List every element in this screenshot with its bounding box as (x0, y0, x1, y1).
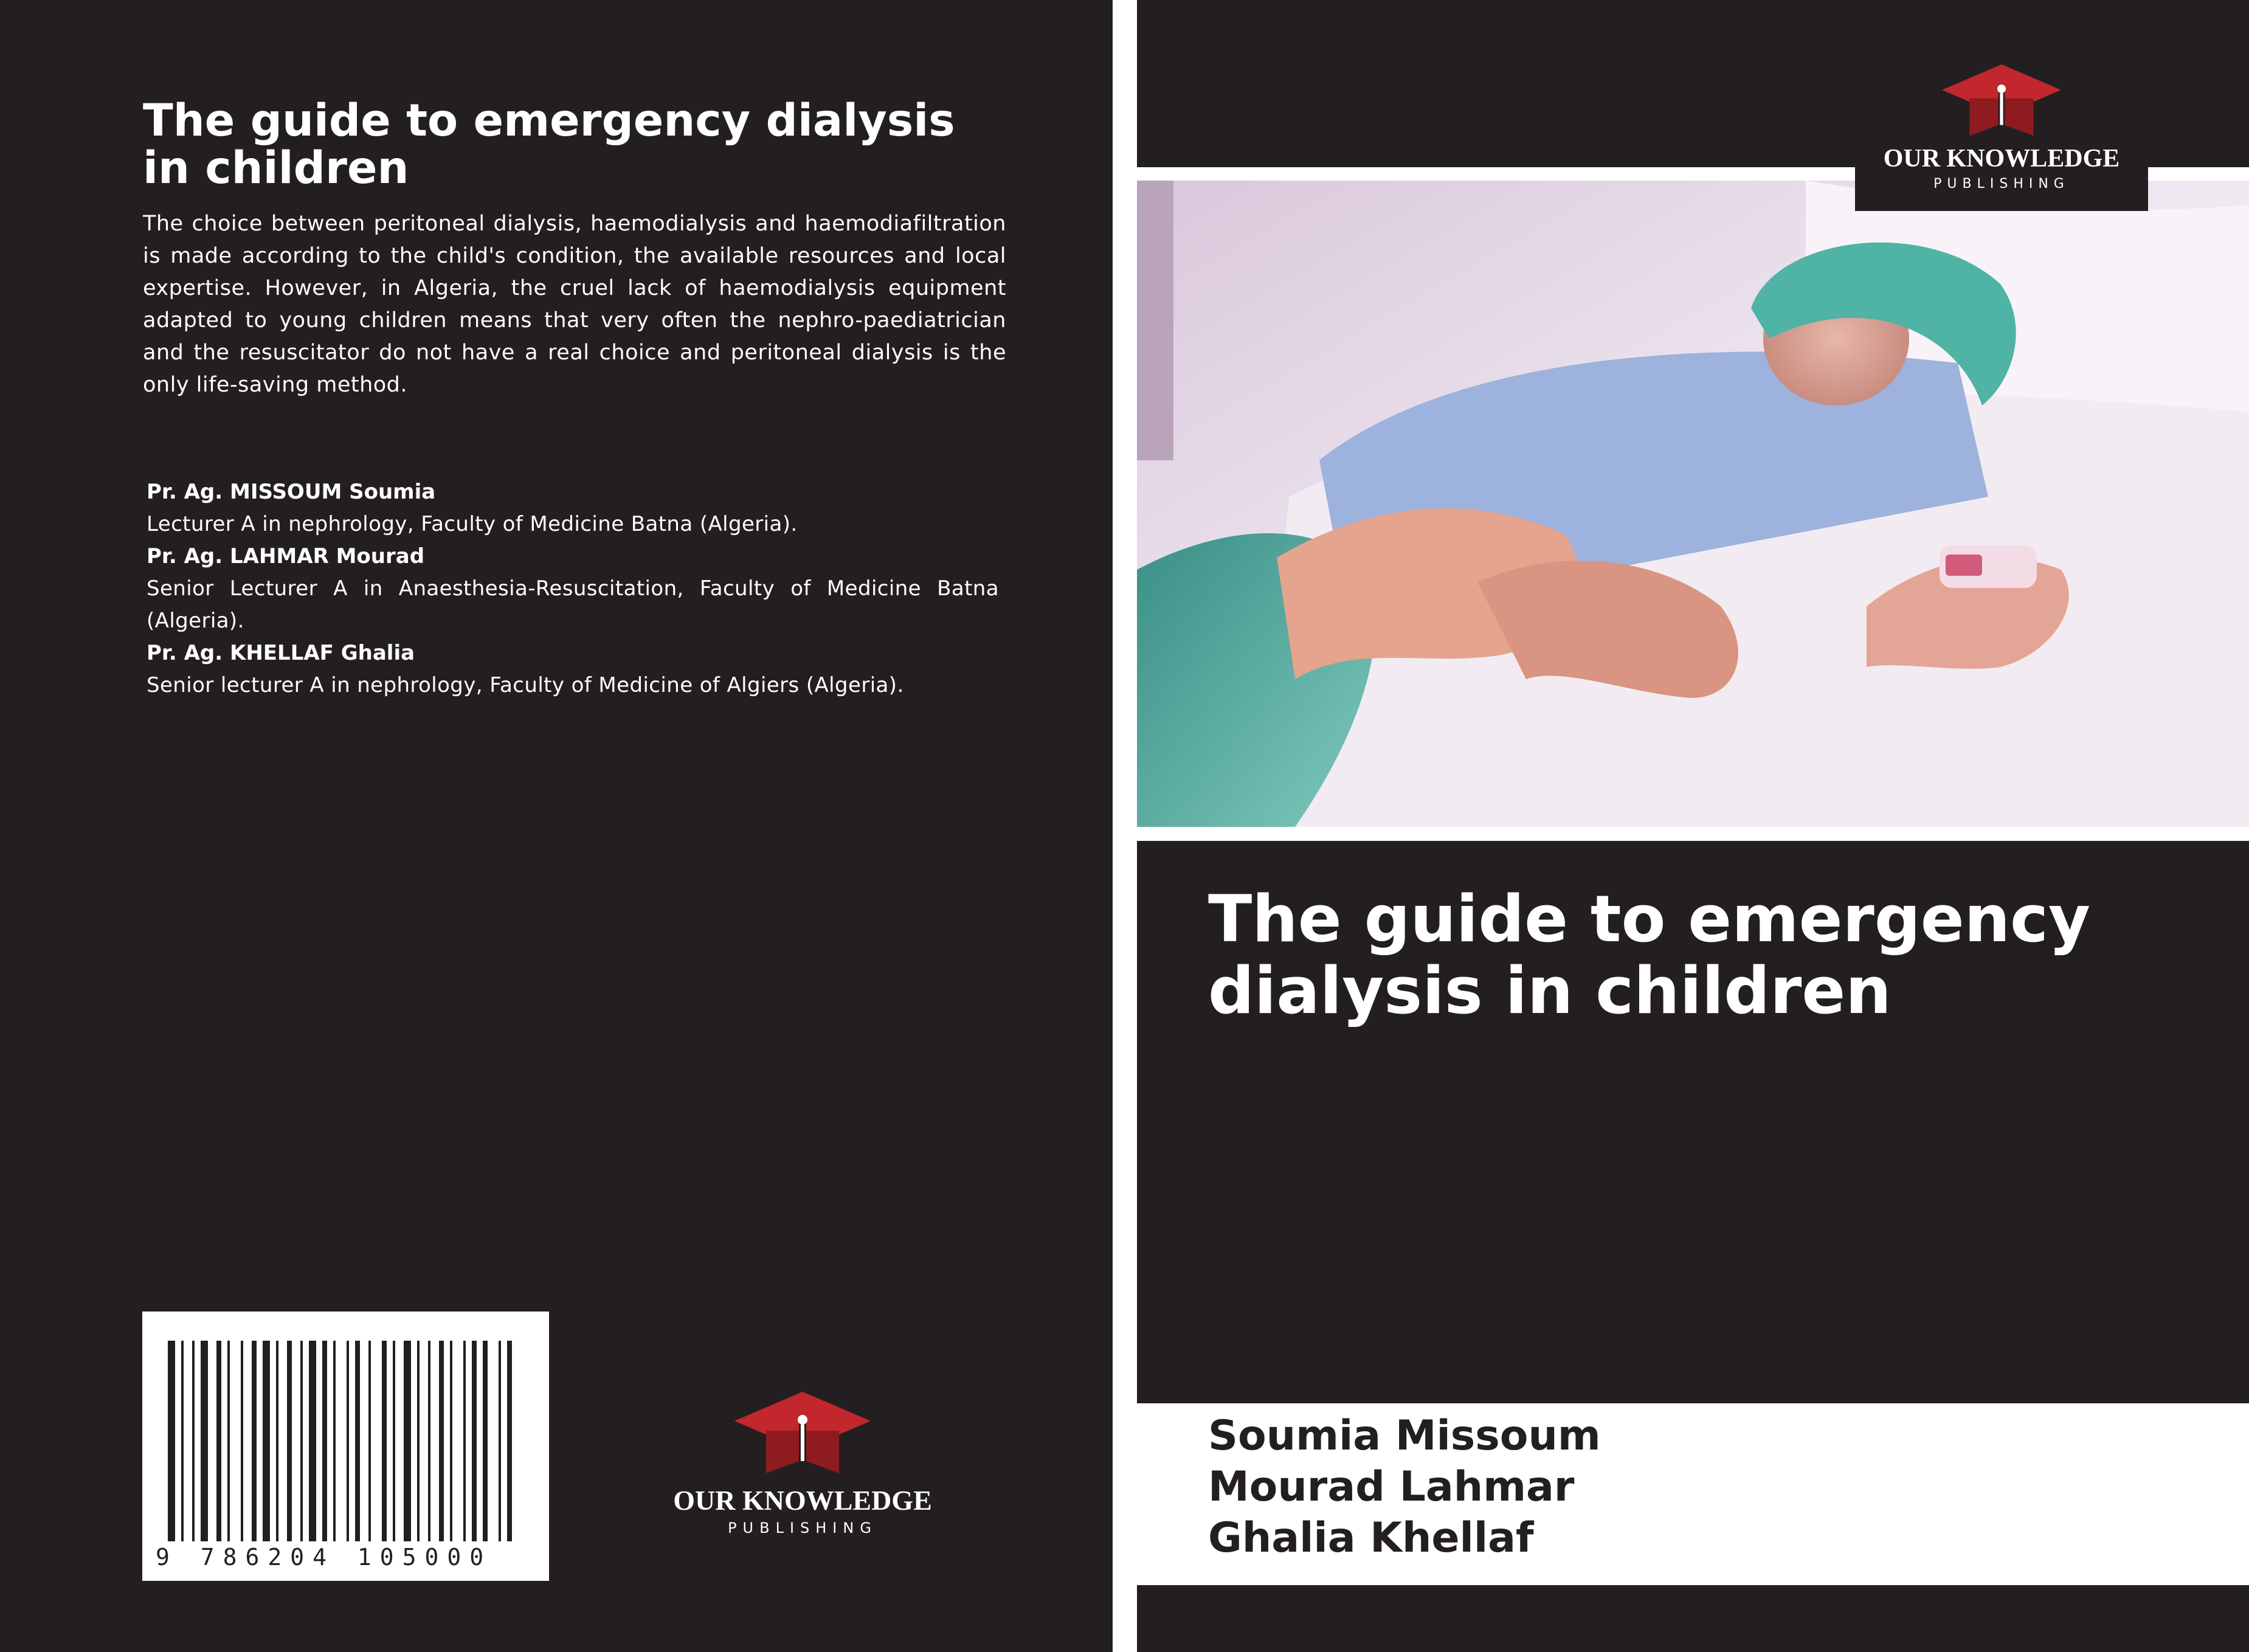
hospital-photo (1137, 181, 2249, 827)
graduation-cap-icon (1938, 62, 2065, 142)
author-biographies (147, 476, 999, 702)
publisher-name: OUR KNOWLEDGE (673, 1485, 932, 1516)
publisher-logo-front-box (1855, 59, 2148, 211)
author-bio-name: Pr. Ag. MISSOUM Soumia (147, 480, 436, 504)
publisher-subtitle: PUBLISHING (1933, 176, 2070, 192)
author-bio-affiliation: Senior lecturer A in nephrology, Faculty of Medicine of Algiers (Algeria). (147, 673, 904, 697)
author-bio-affiliation: Lecturer A in nephrology, Faculty of Medicine Batna (Algeria). (147, 512, 798, 536)
publisher-logo-front (1855, 62, 2148, 192)
back-cover-title: The guide to emergency dialysis in children (143, 95, 955, 194)
publisher-logo-back (657, 1389, 948, 1536)
front-author-name: Ghalia Khellaf (1208, 1514, 1534, 1562)
back-cover-blurb: The choice between peritoneal dialysis, haemodialysis and haemodiafiltration is made according to the child's condition, the available resources and local expertise. However, in Algeria, the cruel lack of haemodialysis equipment adapted to young children means that very often the nephro-paediatrician and the resuscitator do not have a real choice and peritoneal dialysis is the only life-saving method. (143, 212, 1006, 397)
front-author-list (1208, 1411, 2120, 1564)
hospital-photo-icon (1137, 181, 2249, 827)
publisher-subtitle: PUBLISHING (728, 1519, 877, 1536)
front-cover (1137, 0, 2249, 1652)
front-cover-title: The guide to emergency dialysis in children (1208, 882, 2090, 1028)
spine-gap (1113, 0, 1137, 1652)
author-bio-name: Pr. Ag. LAHMAR Mourad (147, 544, 425, 569)
graduation-cap-icon (730, 1389, 876, 1481)
back-cover (0, 0, 1113, 1652)
barcode-icon (168, 1341, 527, 1547)
publisher-name: OUR KNOWLEDGE (1883, 145, 2120, 173)
author-bio-name: Pr. Ag. KHELLAF Ghalia (147, 641, 415, 665)
isbn-number: 9 786204 105000 (156, 1544, 492, 1571)
front-title-panel (1137, 841, 2249, 1403)
isbn-barcode (142, 1312, 549, 1581)
front-author-name: Mourad Lahmar (1208, 1463, 1575, 1511)
author-bio-affiliation: Senior Lecturer A in Anaesthesia-Resuscitation, Faculty of Medicine Batna (Algeria). (147, 576, 999, 633)
front-bottom-band (1137, 1585, 2249, 1652)
front-author-name: Soumia Missoum (1208, 1412, 1601, 1460)
